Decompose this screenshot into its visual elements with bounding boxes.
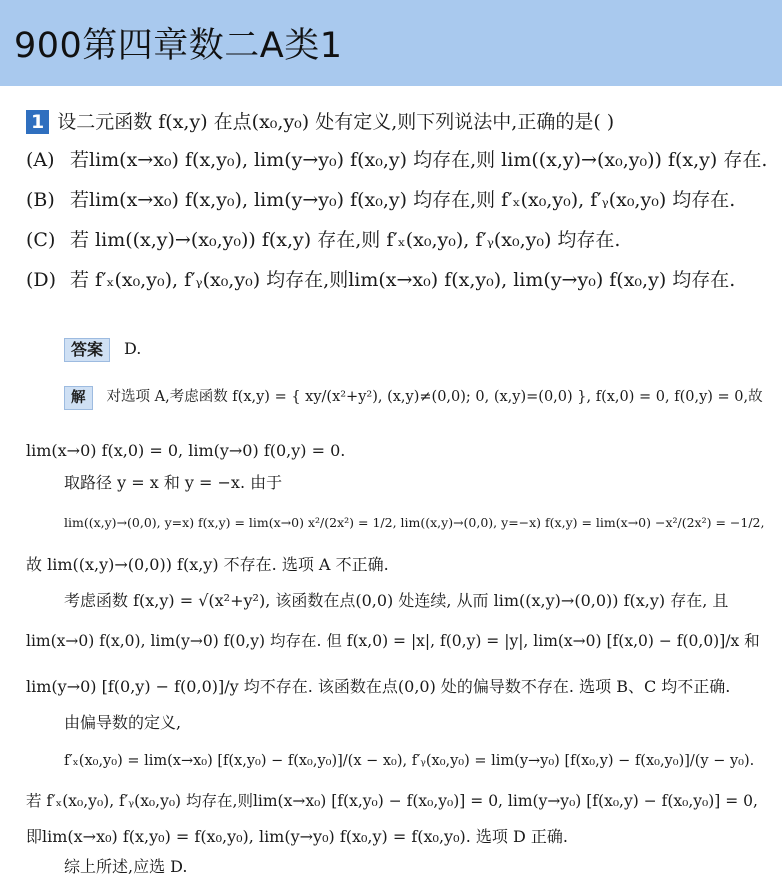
solution-text: 取路径 y = x 和 y = −x. 由于 (64, 473, 283, 492)
option-label: (C) (26, 229, 56, 251)
solution-text: 即lim(x→x₀) f(x,y₀) = f(x₀,y₀), lim(y→y₀) f(x₀,y) = f(x₀,y₀). 选项 D 正确. (26, 827, 569, 846)
option-a (26, 148, 767, 172)
option-label: (A) (26, 149, 55, 171)
question-stem: 设二元函数 f(x,y) 在点(x₀,y₀) 处有定义,则下列说法中,正确的是( ) (57, 111, 615, 133)
answer-label: 答案 (64, 338, 110, 362)
answer-value: D. (124, 339, 142, 358)
answer-line (64, 338, 141, 362)
solution-text: 若 f′ₓ(x₀,y₀), f′ᵧ(x₀,y₀) 均存在,则lim(x→x₀) [f(x,y₀) − f(x₀,y₀)] = 0, lim(y→y₀) [f(x₀,y) − f(x₀,y₀)] = 0, (26, 792, 758, 810)
page-title: 900第四章数二A类1 (14, 26, 343, 66)
solution-text: 故 lim((x,y)→(0,0)) f(x,y) 不存在. 选项 A 不正确. (26, 555, 389, 574)
question-number-badge: 1 (26, 110, 49, 134)
option-label: (B) (26, 189, 55, 211)
option-text: 若lim(x→x₀) f(x,y₀), lim(y→y₀) f(x₀,y) 均存在,则 lim((x,y)→(x₀,y₀)) f(x,y) 存在. (70, 149, 768, 171)
solution-text: lim((x,y)→(0,0), y=x) f(x,y) = lim(x→0) x²/(2x²) = 1/2, lim((x,y)→(0,0), y=−x) f(x,y) = lim(x→0) −x²/(2x²) = −1/2, (64, 515, 765, 530)
option-label: (D) (26, 269, 57, 291)
title-banner (0, 0, 782, 86)
solution-label: 解 (64, 386, 93, 410)
option-b (26, 188, 735, 212)
solution-text: lim(x→0) f(x,0), lim(y→0) f(0,y) 均存在. 但 f(x,0) = |x|, f(0,y) = |y|, lim(x→0) [f(x,0) − f(0,0)]/x 和 (26, 632, 760, 650)
option-c (26, 228, 620, 252)
option-d (26, 268, 735, 292)
solution-conclusion: 综上所述,应选 D. (64, 857, 188, 876)
solution-text: lim(y→0) [f(0,y) − f(0,0)]/y 均不存在. 该函数在点(0,0) 处的偏导数不存在. 选项 B、C 均不正确. (26, 677, 731, 696)
solution-text: f′ₓ(x₀,y₀) = lim(x→x₀) [f(x,y₀) − f(x₀,y₀)]/(x − x₀), f′ᵧ(x₀,y₀) = lim(y→y₀) [f(x₀,y) − f(x₀,y₀)]/(y − y₀). (64, 753, 755, 769)
solution-line (64, 386, 763, 410)
option-text: 若 lim((x,y)→(x₀,y₀)) f(x,y) 存在,则 f′ₓ(x₀,y₀), f′ᵧ(x₀,y₀) 均存在. (70, 229, 621, 251)
solution-text: 由偏导数的定义, (64, 713, 182, 732)
question-stem-line (26, 110, 614, 134)
solution-text: 对选项 A,考虑函数 f(x,y) = { xy/(x²+y²), (x,y)≠(0,0); 0, (x,y)=(0,0) }, f(x,0) = 0, f(0,y) = 0,故 (106, 389, 763, 405)
option-text: 若lim(x→x₀) f(x,y₀), lim(y→y₀) f(x₀,y) 均存在,则 f′ₓ(x₀,y₀), f′ᵧ(x₀,y₀) 均存在. (70, 189, 736, 211)
solution-text: lim(x→0) f(x,0) = 0, lim(y→0) f(0,y) = 0. (26, 441, 346, 460)
option-text: 若 f′ₓ(x₀,y₀), f′ᵧ(x₀,y₀) 均存在,则lim(x→x₀) f(x,y₀), lim(y→y₀) f(x₀,y) 均存在. (70, 269, 736, 291)
solution-text: 考虑函数 f(x,y) = √(x²+y²), 该函数在点(0,0) 处连续, 从而 lim((x,y)→(0,0)) f(x,y) 存在, 且 (64, 591, 729, 610)
